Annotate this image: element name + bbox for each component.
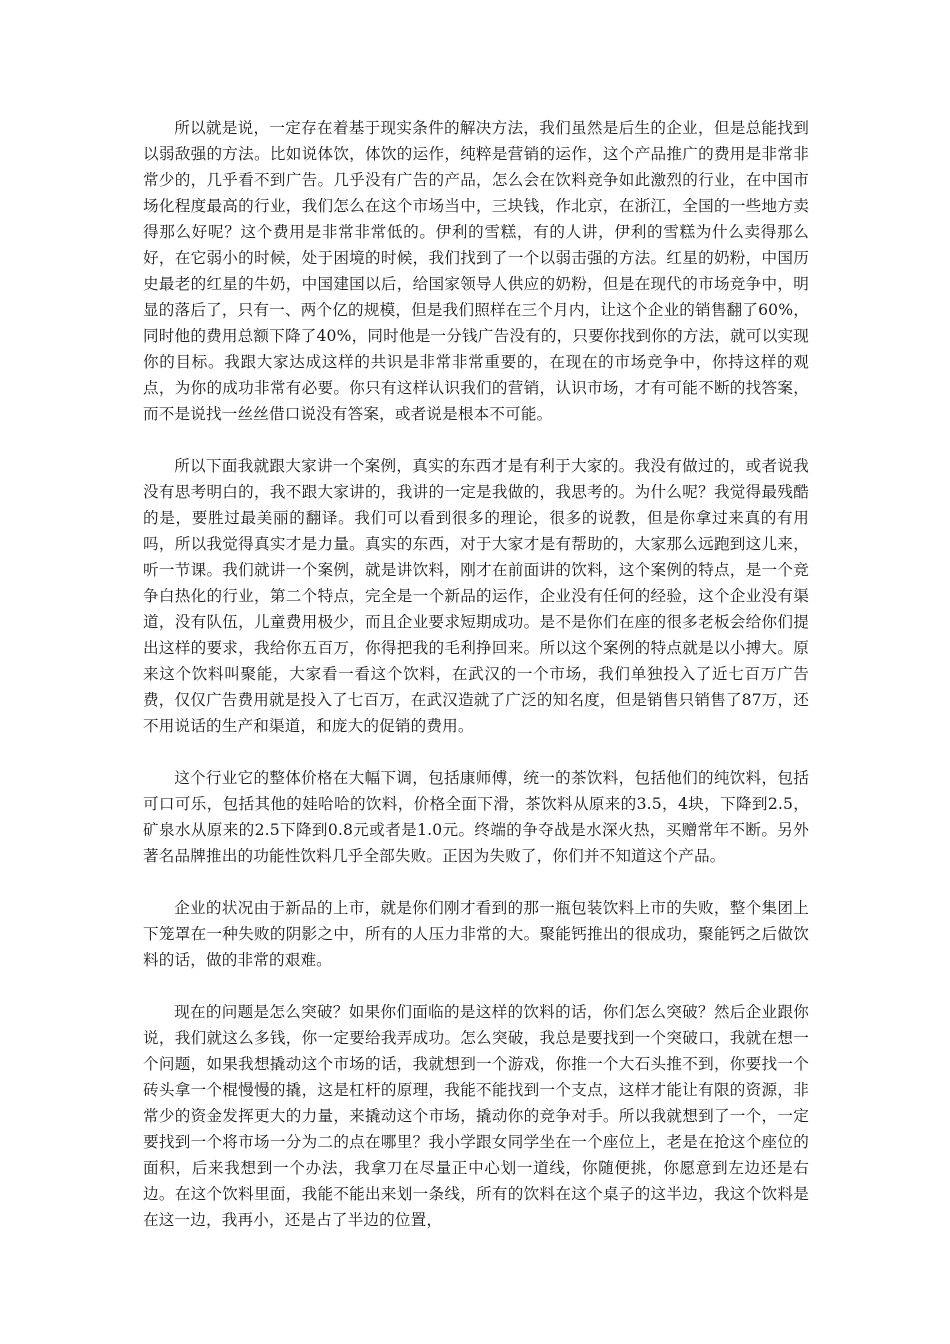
paragraph-2: 所以下面我就跟大家讲一个案例，真实的东西才是有利于大家的。我没有做过的，或者说我没有思考明白的，我不跟大家讲的，我讲的一定是我做的，我思考的。为什么呢？我觉得最残酷的是，要胜过最美丽的翻译。我们可以看到很多的理论，很多的说教，但是你拿过来真的有用吗，所以我觉得真实才是力量。真实的东西，对于大家才是有帮助的，大家那么远跑到这儿来，听一节课。我们就讲一个案例，就是讲饮料，刚才在前面讲的饮料，这个案例的特点，是一个竞争白热化的行业，第二个特点，完全是一个新品的运作，企业没有任何的经验，这个企业没有渠道，没有队伍，儿童费用极少，而且企业要求短期成功。是不是你们在座的很多老板会给你们提出这样的要求，我给你五百万，你得把我的毛利挣回来。所以这个案例的特点就是以小搏大。原来这个饮料叫聚能，大家看一看这个饮料，在武汉的一个市场，我们单独投入了近七百万广告费，仅仅广告费用就是投入了七百万，在武汉造就了广泛的知名度，但是销售只销售了87万，还不用说话的生产和渠道，和庞大的促销的费用。 <box>143 457 809 735</box>
paragraph-4: 企业的状况由于新品的上市，就是你们刚才看到的那一瓶包装饮料上市的失败，整个集团上下笼罩在一种失败的阴影之中，所有的人压力非常的大。聚能钙推出的很成功，聚能钙之后做饮料的话，做的非常的艰难。 <box>143 899 809 969</box>
document-body <box>143 115 809 1233</box>
paragraph-5: 现在的问题是怎么突破？如果你们面临的是这样的饮料的话，你们怎么突破？然后企业跟你说，我们就这么多钱，你一定要给我弄成功。怎么突破，我总是要找到一个突破口，我就在想一个问题，如果我想撬动这个市场的话，我就想到一个游戏，你推一个大石头推不到，你要找一个砖头拿一个棍慢慢的撬，这是杠杆的原理，我能不能找到一个支点，这样才能让有限的资源，非常少的资金发挥更大的力量，来撬动这个市场，撬动你的竞争对手。所以我就想到了一个，一定要找到一个将市场一分为二的点在哪里？我小学跟女同学坐在一个座位上，老是在抢这个座位的面积，后来我想到一个办法，我拿刀在尽量正中心划一道线，你随便挑，你愿意到左边还是右边。在这个饮料里面，我能不能出来划一条线，所有的饮料在这个桌子的这半边，我这个饮料是在这一边，我再小，还是占了半边的位置， <box>143 1003 809 1229</box>
paragraph-3: 这个行业它的整体价格在大幅下调，包括康师傅，统一的茶饮料，包括他们的纯饮料，包括可口可乐，包括其他的娃哈哈的饮料，价格全面下滑，茶饮料从原来的3.5，4块，下降到2.5，矿泉水从原来的2.5下降到0.8元或者是1.0元。终端的争夺战是水深火热，买赠常年不断。另外著名品牌推出的功能性饮料几乎全部失败。正因为失败了，你们并不知道这个产品。 <box>143 769 809 865</box>
paragraph-1: 所以就是说，一定存在着基于现实条件的解决方法，我们虽然是后生的企业，但是总能找到以弱敌强的方法。比如说体饮，体饮的运作，纯粹是营销的运作，这个产品推广的费用是非常非常少的，几乎看不到广告。几乎没有广告的产品，怎么会在饮料竞争如此激烈的行业，在中国市场化程度最高的行业，我们怎么在这个市场当中，三块钱，作北京，在浙江，全国的一些地方卖得那么好呢？这个费用是非常非常低的。伊利的雪糕，有的人讲，伊利的雪糕为什么卖得那么好，在它弱小的时候，处于困境的时候，我们找到了一个以弱击强的方法。红星的奶粉，中国历史最老的红星的牛奶，中国建国以后，给国家领导人供应的奶粉，但是在现代的市场竞争中，明显的落后了，只有一、两个亿的规模，但是我们照样在三个月内，让这个企业的销售翻了60%，同时他的费用总额下降了40%，同时他是一分钱广告没有的，只要你找到你的方法，就可以实现你的目标。我跟大家达成这样的共识是非常非常重要的，在现在的市场竞争中，你持这样的观点，为你的成功非常有必要。你只有这样认识我们的营销，认识市场，才有可能不断的找答案，而不是说找一丝丝借口说没有答案，或者说是根本不可能。 <box>143 119 809 423</box>
